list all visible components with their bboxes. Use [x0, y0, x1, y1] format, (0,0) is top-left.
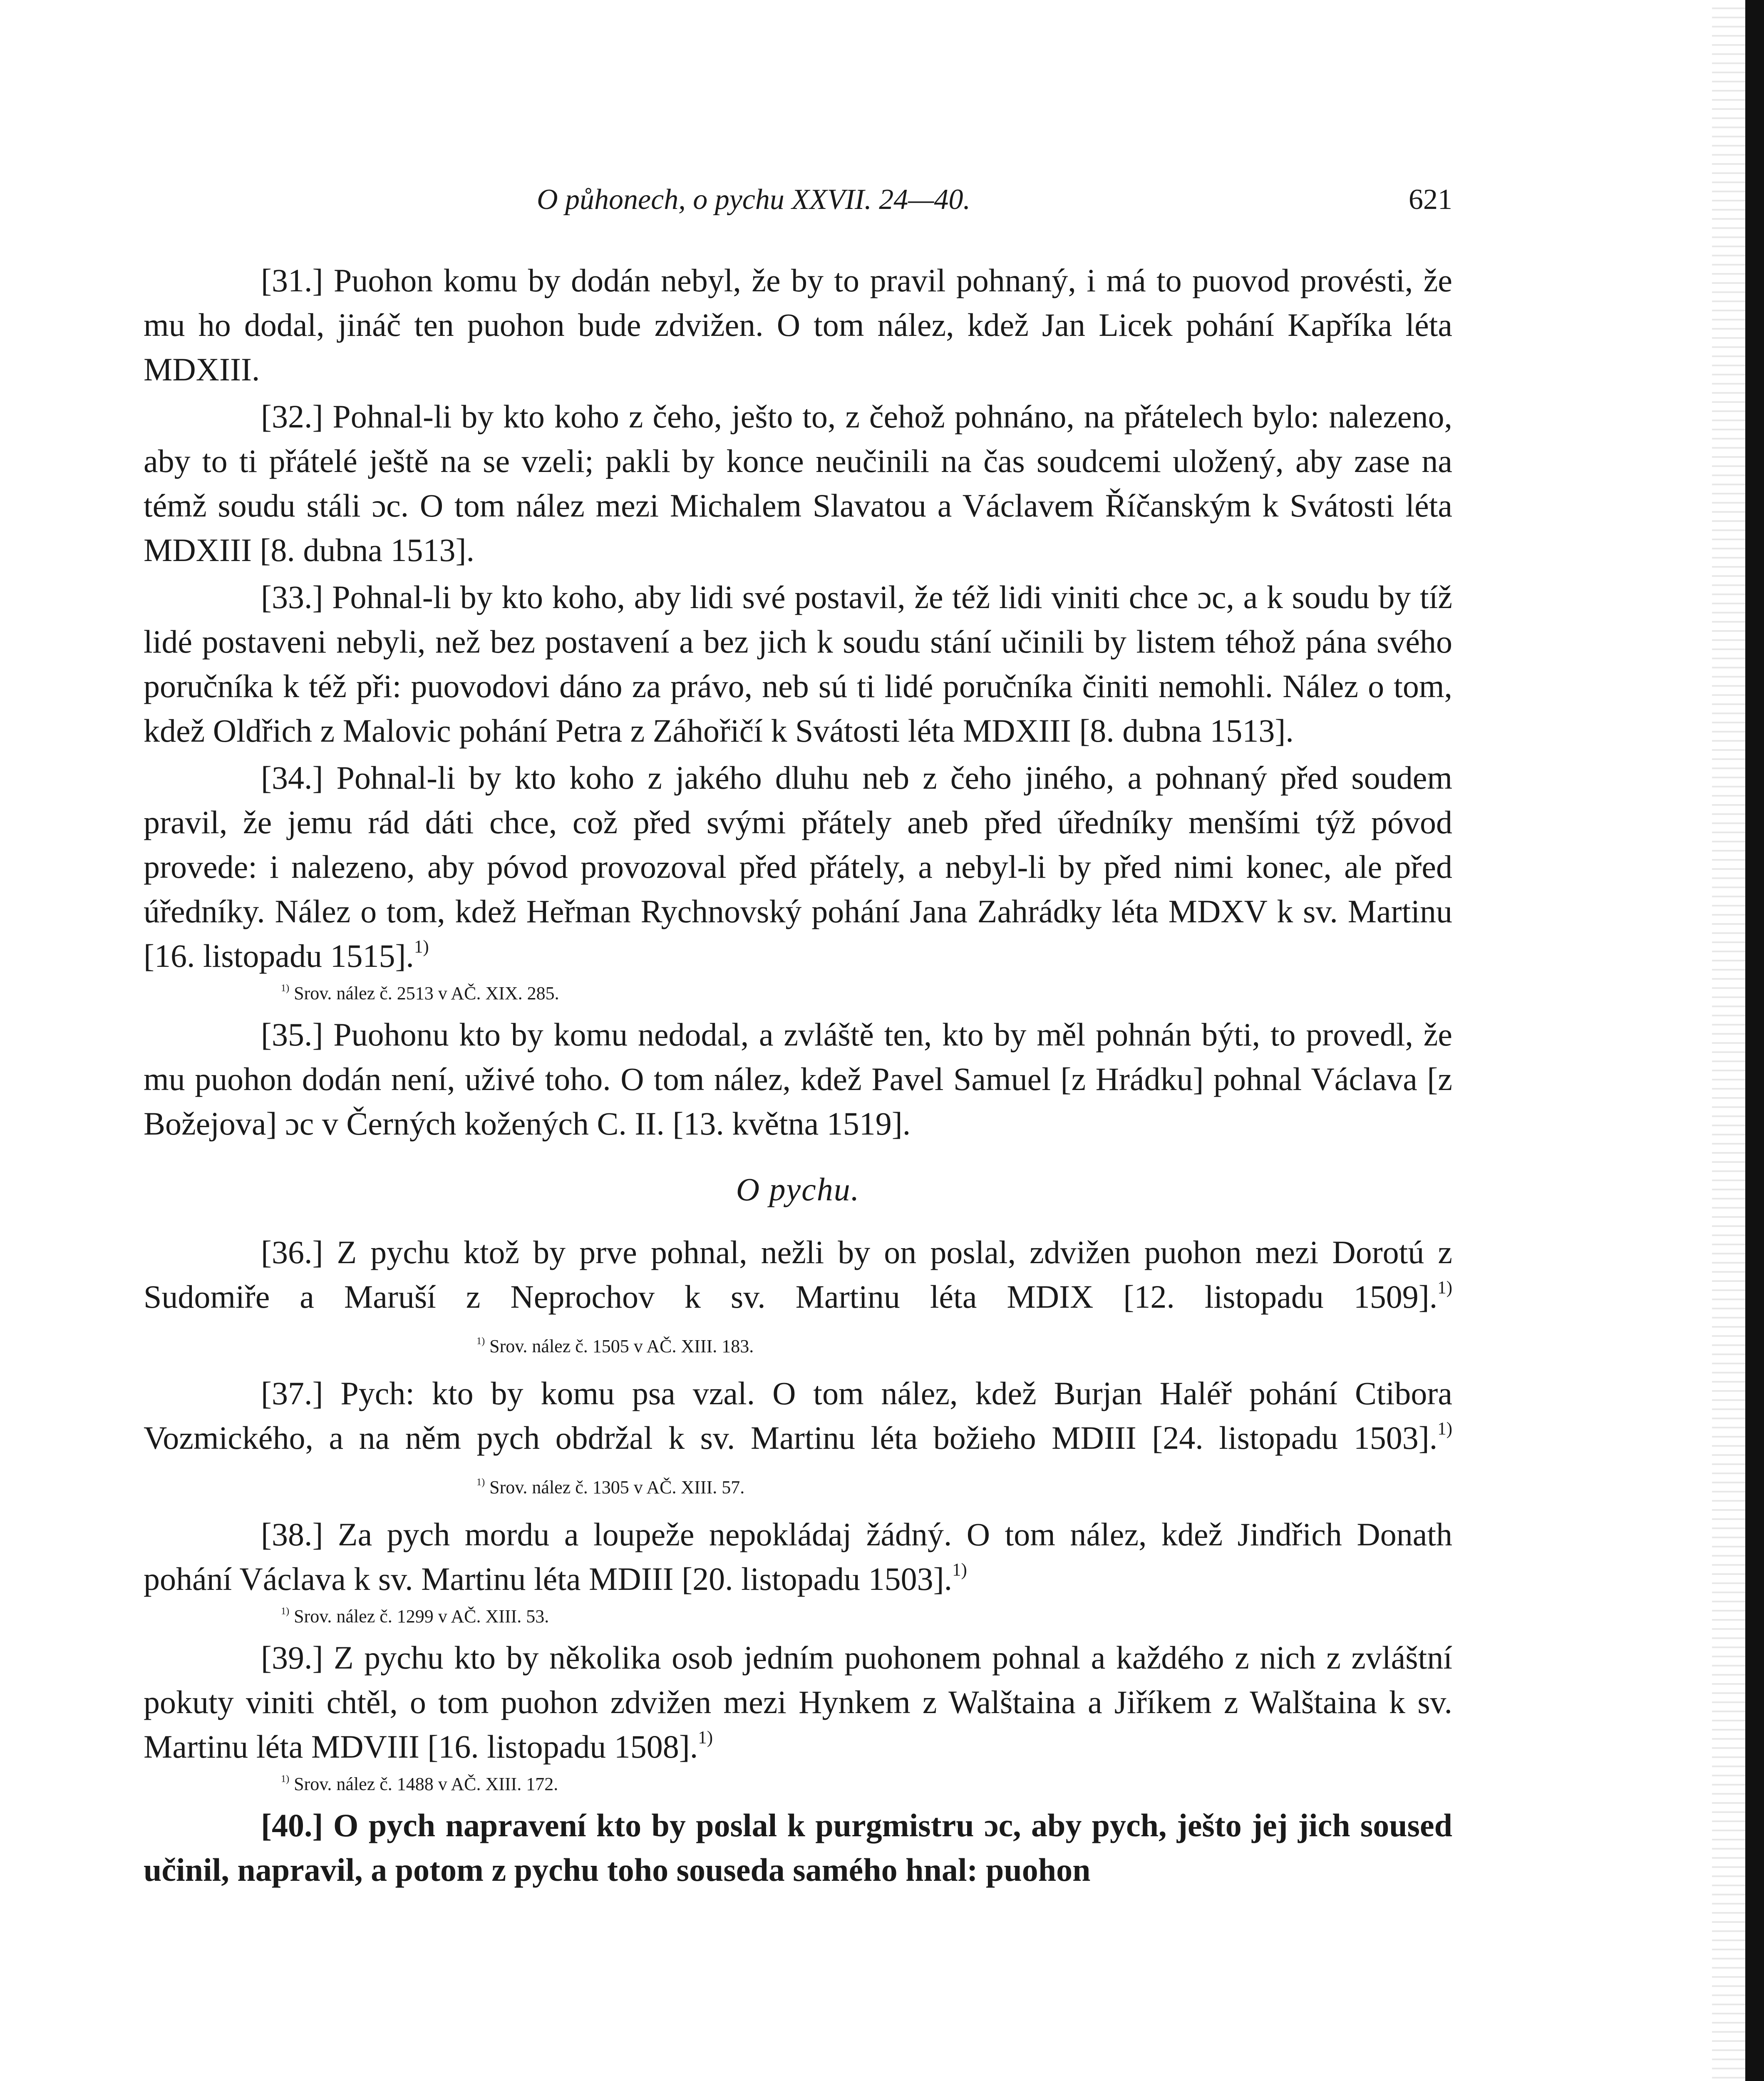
footnote: [281, 1770, 1452, 1799]
paragraph-number: [40.]: [261, 1807, 323, 1843]
scan-edge-shadow: [1712, 0, 1745, 2081]
paragraph-number: [32.]: [261, 398, 323, 435]
footnote-reference: 1): [414, 937, 429, 957]
footnote: [476, 1477, 744, 1497]
paragraph-40: [144, 1803, 1452, 1892]
footnote-reference: 1): [1437, 1278, 1452, 1298]
paragraph-32: [144, 394, 1452, 572]
paragraph-text: Puohon komu by dodán nebyl, že by to pravil pohnaný, i má to puovod provésti, že mu ho dodal, jináč ten puohon bude zdvižen. O tom nález, kdež Jan Licek pohání Kapříka léta MDXIII.: [144, 262, 1453, 387]
footnote-text: Srov. nález č. 1505 v AČ. XIII. 183.: [489, 1336, 754, 1356]
paragraph-34: [144, 755, 1452, 978]
footnote-mark: 1): [281, 1773, 290, 1785]
footnote-mark: 1): [476, 1476, 485, 1488]
paragraph-36: [144, 1230, 1452, 1368]
paragraph-text: Z pychu ktož by prve pohnal, nežli by on poslal, zdvižen puohon mezi Dorotú z Sudomiře a Maruší z Neprochov k sv. Martinu léta MDIX [12. listopadu 1509].: [144, 1234, 1453, 1315]
paragraph-39: [144, 1635, 1452, 1769]
paragraph-number: [35.]: [261, 1016, 323, 1053]
paragraph-text: Pohnal-li by kto koho z čeho, ješto to, z čehož pohnáno, na přátelech bylo: nalezeno, aby to ti přátelé ještě na se vzeli; pakli by konce neučinili na čas soudcemi uložený, aby zase na témž soudu stáli ɔc. O tom nález mezi Michalem Slavatou a Václavem Říčanským k Svátosti léta MDXIII [8. dubna 1513].: [144, 398, 1452, 568]
paragraph-number: [39.]: [261, 1639, 323, 1676]
footnote-mark: 1): [281, 1605, 290, 1617]
paragraph-number: [36.]: [261, 1234, 323, 1270]
footnote-mark: 1): [281, 982, 290, 994]
footnote: [476, 1336, 754, 1356]
paragraph-text: Pohnal-li by kto koho z jakého dluhu neb z čeho jiného, a pohnaný před soudem pravil, že jemu rád dáti chce, což před svými přátely aneb před úředníky menšími týž póvod provede: i nalezeno, aby póvod provozoval před přátely, a nebyl-li by před nimi konec, ale před úředníky. Nález o tom, kdež Heřman Rychnovský pohání Jana Zahrádky léta MDXV k sv. Martinu [16. listopadu 1515].: [144, 760, 1453, 974]
footnote-text: Srov. nález č. 1305 v AČ. XIII. 57.: [489, 1477, 745, 1497]
paragraph-number: [38.]: [261, 1516, 323, 1552]
paragraph-number: [31.]: [261, 262, 323, 298]
paragraph-text: Pohnal-li by kto koho, aby lidi své postavil, že též lidi viniti chce ɔc, a k soudu by tíž lidé postaveni nebyli, než bez postavení a bez jich k soudu stání učinili by listem téhož pána svého poručníka k též při: puovodovi dáno za právo, neb sú ti lidé poručníka činiti nemohli. Nález o tom, kdež Oldřich z Malovic pohání Petra z Záhořičí k Svátosti léta MDXIII [8. dubna 1513].: [144, 579, 1453, 749]
footnote: [281, 1602, 1452, 1631]
footnote-reference: 1): [698, 1728, 713, 1748]
paragraph-text: Pych: kto by komu psa vzal. O tom nález, kdež Burjan Haléř pohání Ctibora Vozmického, a na něm pych obdržal k sv. Martinu léta božieho MDIII [24. listopadu 1503].: [144, 1375, 1452, 1456]
paragraph-number: [37.]: [261, 1375, 323, 1411]
paragraph-38: [144, 1512, 1452, 1601]
footnote-text: Srov. nález č. 1299 v AČ. XIII. 53.: [294, 1606, 549, 1627]
paragraph-text: O pych napravení kto by poslal k purgmistru ɔc, aby pych, ješto jej jich soused učinil, napravil, a potom z pychu toho souseda samého hnal: puohon: [144, 1807, 1452, 1888]
scan-edge: [1745, 0, 1764, 2081]
footnote-text: Srov. nález č. 1488 v AČ. XIII. 172.: [294, 1774, 558, 1794]
paragraph-37: [144, 1371, 1452, 1510]
paragraph-number: [34.]: [261, 760, 323, 796]
running-title: O půhonech, o pychu XXVII. 24—40.: [537, 184, 970, 216]
paragraph-31: [144, 258, 1452, 392]
page-number: 621: [1409, 184, 1452, 216]
footnote: [281, 979, 1452, 1008]
page-body: [144, 258, 1452, 1895]
footnote-mark: 1): [476, 1335, 485, 1347]
footnote-reference: 1): [1437, 1419, 1452, 1439]
paragraph-text: Puohonu kto by komu nedodal, a zvláště ten, kto by měl pohnán býti, to provedl, že mu puohon dodán není, uživé toho. O tom nález, kdež Pavel Samuel [z Hrádku] pohnal Václava [z Božejova] ɔc v Černých kožených C. II. [13. května 1519].: [144, 1016, 1453, 1142]
paragraph-text: Za pych mordu a loupeže nepokládaj žádný. O tom nález, kdež Jindřich Donath pohání Václava k sv. Martinu léta MDIII [20. listopadu 1503].: [144, 1516, 1452, 1597]
paragraph-35: [144, 1012, 1452, 1146]
paragraph-text: Z pychu kto by několika osob jedním puohonem pohnal a každého z nich z zvláštní pokuty viniti chtěl, o tom puohon zdvižen mezi Hynkem z Walštaina a Jiříkem z Walštaina k sv. Martinu léta MDVIII [16. listopadu 1508].: [144, 1639, 1452, 1765]
footnote-text: Srov. nález č. 2513 v AČ. XIX. 285.: [294, 983, 559, 1003]
paragraph-number: [33.]: [261, 579, 323, 615]
footnote-reference: 1): [952, 1560, 967, 1580]
page-header: [0, 183, 1764, 221]
section-title: O pychu.: [736, 1171, 860, 1207]
paragraph-33: [144, 575, 1452, 753]
